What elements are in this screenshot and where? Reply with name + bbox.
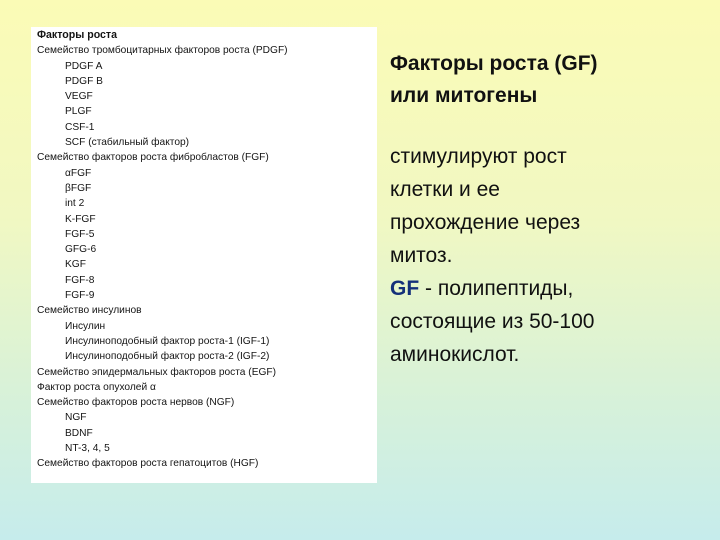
list-subitem: Инсулин [65,320,106,332]
list-family-item: Семейство эпидермальных факторов роста (EGF) [37,366,277,378]
list-subitem: NT-3, 4, 5 [65,443,110,455]
list-subitem: GFG-6 [65,244,97,256]
slide-heading [390,48,710,112]
body-line-2: клетки и ее [390,178,500,201]
list-subitem: PLGF [65,106,92,118]
text-panel [390,48,710,371]
body-line-6: состоящие из 50-100 [390,310,595,333]
list-subitem: FGF-5 [65,228,95,240]
list-subitem: Инсулиноподобный фактор роста-1 (IGF-1) [65,335,270,347]
list-subitem: βFGF [65,182,92,194]
body-line-1: стимулируют рост [390,145,567,168]
list-subitem: VEGF [65,91,93,103]
list-family-item: Фактор роста опухолей α [37,381,156,393]
list-family-item: Семейство факторов роста фибробластов (FGF) [37,152,269,164]
list-family-item: Семейство факторов роста нервов (NGF) [37,397,235,409]
list-subitem: K-FGF [65,213,96,225]
slide-body [390,140,710,371]
list-title: Факторы роста [37,29,117,41]
list-subitem: BDNF [65,427,93,439]
list-family-item: Семейство факторов роста гепатоцитов (HGF) [37,458,259,470]
growth-factor-list [31,27,377,483]
body-line-gf [390,272,710,305]
list-subitem: SCF (стабильный фактор) [65,137,190,149]
list-subitem: CSF-1 [65,121,95,133]
list-subitem: Инсулиноподобный фактор роста-2 (IGF-2) [65,351,270,363]
list-subitem: NGF [65,412,87,424]
list-subitem: KGF [65,259,86,271]
heading-line-2: или митогены [390,84,538,107]
list-subitem: PDGF B [65,75,103,87]
gf-definition: - полипептиды, [419,277,574,300]
heading-line-1: Факторы роста (GF) [390,52,598,75]
list-rows [37,43,377,471]
list-subitem: FGF-8 [65,274,95,286]
body-line-3: прохождение через [390,211,581,234]
body-line-7: аминокислот. [390,343,520,366]
list-subitem: FGF-9 [65,290,95,302]
list-family-item: Семейство тромбоцитарных факторов роста (PDGF) [37,45,288,57]
list-subitem: PDGF A [65,60,103,72]
gf-abbreviation: GF [390,277,420,300]
body-line-4: митоз. [390,244,453,267]
list-subitem: αFGF [65,167,92,179]
list-family-item: Семейство инсулинов [37,305,142,317]
list-subitem: int 2 [65,198,85,210]
